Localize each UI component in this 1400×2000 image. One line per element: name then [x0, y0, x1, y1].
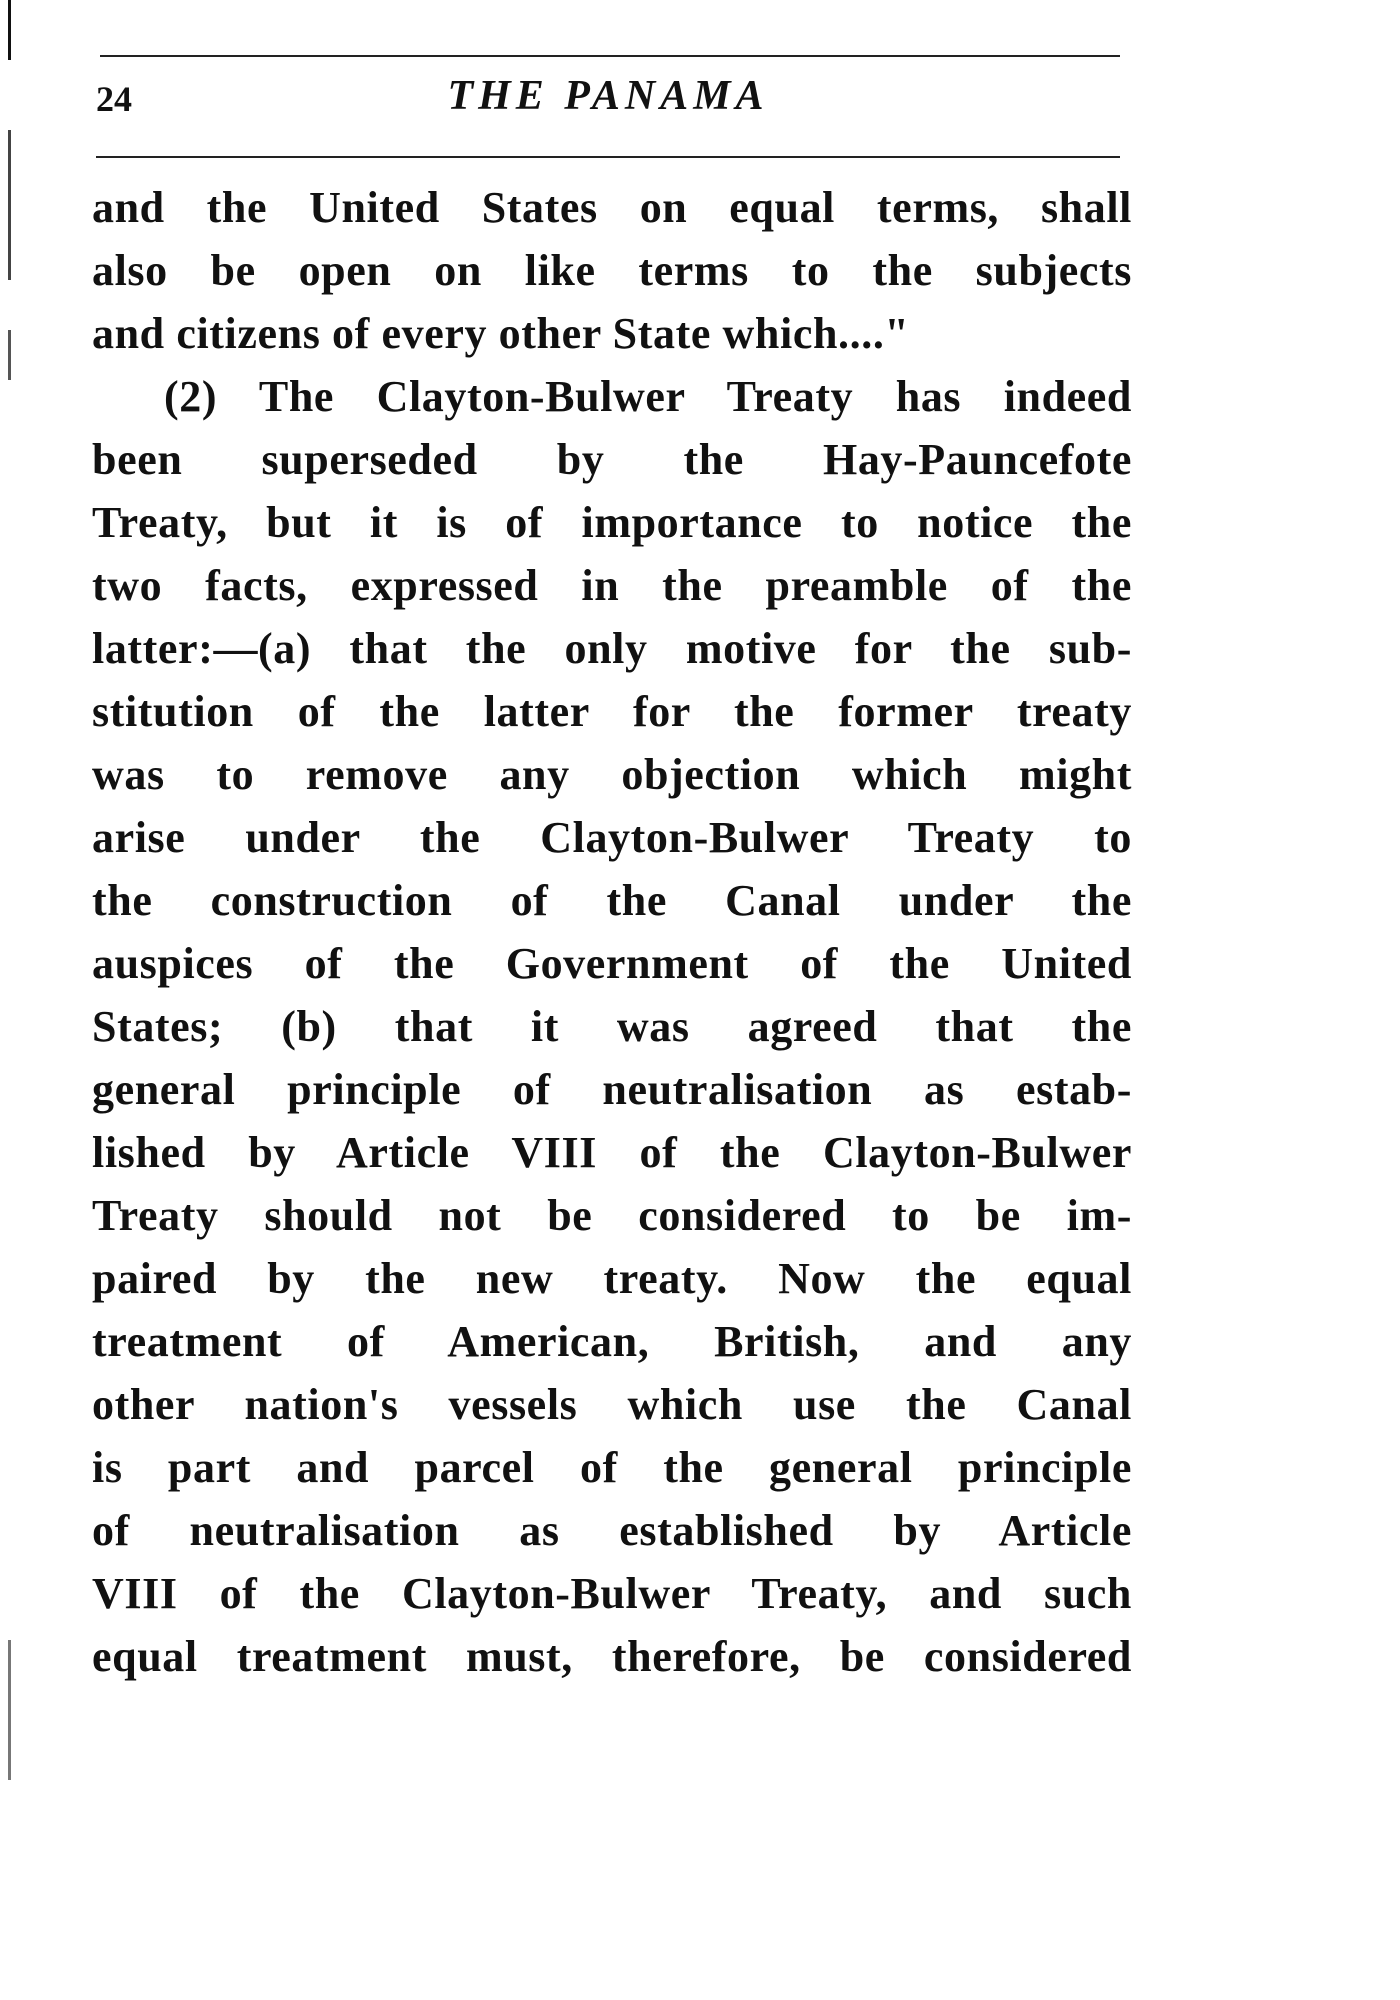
running-head	[96, 72, 1120, 132]
text-line: States; (b) that it was agreed that the	[92, 1002, 1132, 1051]
scan-margin-line	[8, 0, 11, 2000]
text-line: other nation's vessels which use the Canal	[92, 1380, 1132, 1429]
text-line: (2) The Clayton-Bulwer Treaty has indeed	[164, 372, 1132, 421]
page-number: 24	[96, 79, 132, 119]
text-line: two facts, expressed in the preamble of the	[92, 561, 1132, 610]
text-line: also be open on like terms to the subjects	[92, 246, 1132, 295]
header-bottom-rule	[96, 156, 1120, 158]
text-line: of neutralisation as established by Article	[92, 1506, 1132, 1555]
text-line: latter:—(a) that the only motive for the sub-	[92, 624, 1132, 673]
text-line: paired by the new treaty. Now the equal	[92, 1254, 1132, 1303]
text-line: and citizens of every other State which...."	[92, 309, 910, 358]
text-line: was to remove any objection which might	[92, 750, 1132, 799]
header-top-rule	[100, 55, 1120, 57]
text-line: lished by Article VIII of the Clayton-Bulwer	[92, 1128, 1132, 1177]
page-title: THE PANAMA	[447, 73, 769, 119]
text-line: treatment of American, British, and any	[92, 1317, 1132, 1366]
text-line: and the United States on equal terms, shall	[92, 183, 1132, 232]
text-line: stitution of the latter for the former treaty	[92, 687, 1132, 736]
text-line: been superseded by the Hay-Pauncefote	[92, 435, 1132, 484]
text-line: is part and parcel of the general principle	[92, 1443, 1132, 1492]
body-text	[92, 176, 1132, 1688]
text-line: the construction of the Canal under the	[92, 876, 1132, 925]
text-line: arise under the Clayton-Bulwer Treaty to	[92, 813, 1132, 862]
text-line: general principle of neutralisation as estab-	[92, 1065, 1132, 1114]
text-line: auspices of the Government of the United	[92, 939, 1132, 988]
text-line: VIII of the Clayton-Bulwer Treaty, and such	[92, 1569, 1132, 1618]
text-line: Treaty, but it is of importance to notice the	[92, 498, 1132, 547]
text-line: equal treatment must, therefore, be considered	[92, 1632, 1132, 1681]
text-line: Treaty should not be considered to be im-	[92, 1191, 1132, 1240]
